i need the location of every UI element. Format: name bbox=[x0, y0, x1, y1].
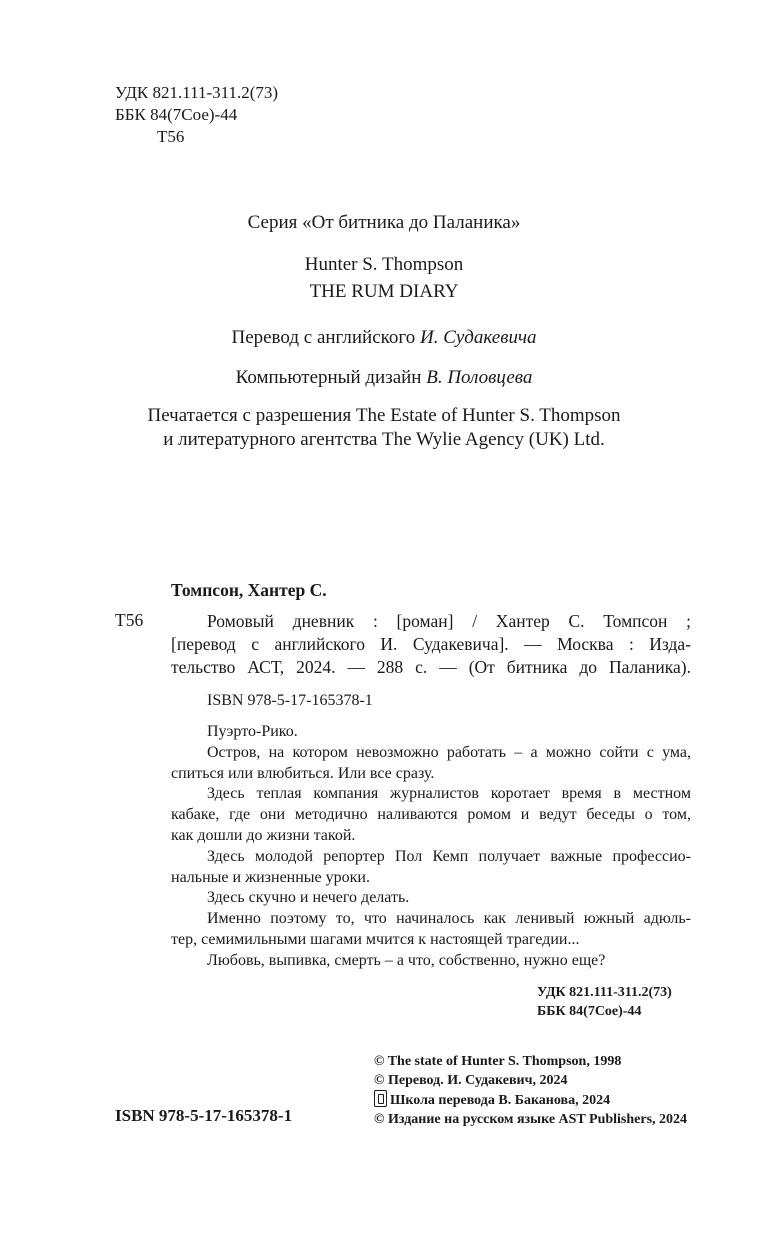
bbk-code: ББК 84(7Сое)-44 bbox=[115, 105, 238, 124]
annotation-p4b: нальные и жизненные уроки. bbox=[171, 868, 370, 886]
annotation-p6a: Именно поэтому то, что начиналось как ленивый южный адюль- bbox=[207, 910, 691, 928]
annotation-p4a: Здесь молодой репортер Пол Кемп получает важные профессио- bbox=[207, 847, 691, 865]
annotation bbox=[171, 722, 691, 972]
annotation-p3a: Здесь теплая компания журналистов коротает время в местном bbox=[207, 785, 691, 803]
catalog-line-2: [перевод с английского И. Судакевича]. — Москва : Изда- bbox=[171, 634, 691, 654]
original-author: Hunter S. Thompson bbox=[304, 254, 464, 275]
copyright-line-4: © Издание на русском языке AST Publishers, 2024 bbox=[374, 1112, 688, 1127]
copyright-line-3 bbox=[374, 1090, 687, 1110]
annotation-p2b: спиться или влюбиться. Или все сразу. bbox=[171, 764, 435, 782]
copyright-line-3-text: Школа перевода В. Баканова, 2024 bbox=[390, 1093, 611, 1108]
footer-udk: УДК 821.111-311.2(73) bbox=[537, 985, 672, 1000]
catalog-mark: Т56 bbox=[115, 610, 144, 630]
permission-line-1: Печатается с разрешения The Estate of Hunter S. Thompson bbox=[147, 405, 621, 426]
annotation-p1: Пуэрто-Рико. bbox=[207, 723, 298, 740]
annotation-p3b: кабаке, где они методично наливаются ромом и ведут беседы о том, bbox=[171, 806, 691, 824]
annotation-p5: Здесь скучно и нечего делать. bbox=[207, 889, 410, 907]
design-label: Компьютерный дизайн bbox=[235, 367, 427, 388]
footer-bbk: ББК 84(7Сое)-44 bbox=[537, 1004, 642, 1019]
original-title: THE RUM DIARY bbox=[309, 281, 459, 302]
catalog-line-3: тельство АСТ, 2024. — 288 с. — (От битника до Паланика). bbox=[171, 657, 691, 677]
annotation-p6b: тер, семимильными шагами мчится к настоящей трагедии... bbox=[171, 930, 580, 948]
translation-label: Перевод с английского bbox=[231, 327, 420, 348]
catalog-description bbox=[171, 610, 691, 679]
publisher-logo-icon bbox=[374, 1090, 387, 1107]
footer-classification bbox=[537, 983, 672, 1021]
catalog-isbn: ISBN 978-5-17-165378-1 bbox=[207, 692, 373, 709]
author-mark: Т56 bbox=[157, 127, 185, 146]
catalog-author-heading: Томпсон, Хантер С. bbox=[171, 580, 327, 600]
copyright-block bbox=[374, 1052, 687, 1129]
udk-code: УДК 821.111-311.2(73) bbox=[115, 83, 279, 102]
annotation-p2a: Остров, на котором невозможно работать – а можно сойти с ума, bbox=[207, 743, 691, 761]
designer-name: В. Половцева bbox=[426, 367, 533, 388]
permission-line-2: и литературного агентства The Wylie Agency (UK) Ltd. bbox=[163, 429, 605, 450]
catalog-line-1: Ромовый дневник : [роман] / Хантер С. Томпсон ; bbox=[207, 611, 691, 631]
copyright-line-1: © The state of Hunter S. Thompson, 1998 bbox=[374, 1054, 622, 1069]
annotation-p3c: как дошли до жизни такой. bbox=[171, 826, 356, 844]
translator-name: И. Судакевича bbox=[419, 327, 537, 348]
isbn-main: ISBN 978-5-17-165378-1 bbox=[115, 1106, 293, 1125]
translation-credit bbox=[0, 327, 768, 349]
design-credit bbox=[0, 367, 768, 389]
copyright-line-2: © Перевод. И. Судакевич, 2024 bbox=[374, 1073, 568, 1088]
classification-block bbox=[115, 82, 278, 148]
series-line: Серия «От битника до Паланика» bbox=[247, 212, 521, 233]
annotation-p7: Любовь, выпивка, смерть – а что, собственно, нужно еще? bbox=[207, 951, 606, 969]
